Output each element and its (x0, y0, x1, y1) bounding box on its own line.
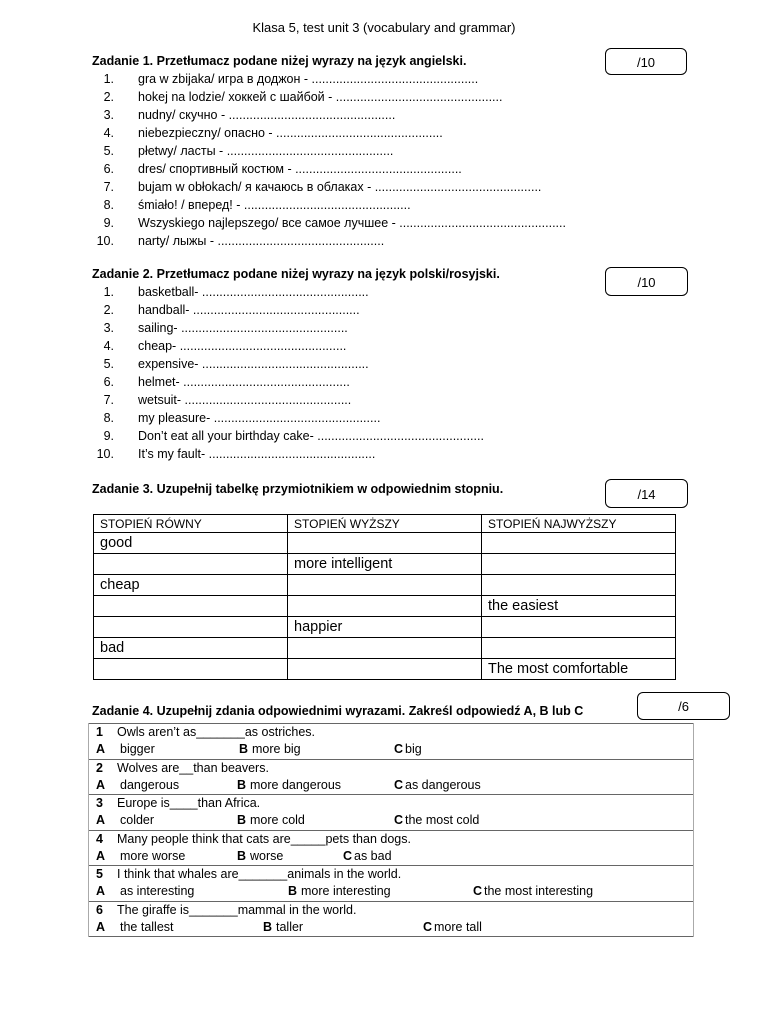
question-number: 2 (96, 760, 103, 775)
answer-row (89, 919, 693, 936)
question-row (89, 723, 693, 741)
item-text: gra w zbijaka/ игра в доджон - ................................................ (138, 72, 479, 86)
answer-row (89, 848, 693, 865)
option-b-letter[interactable]: B (237, 813, 247, 827)
task-3 (92, 480, 612, 498)
item-text: nudny/ скучно - ................................................ (138, 108, 396, 122)
table-cell: more intelligent (288, 554, 482, 575)
option-a-text[interactable]: dangerous (120, 777, 180, 792)
header-positive: STOPIEŃ RÓWNY (94, 515, 288, 533)
table-row (94, 617, 676, 638)
question-number: 3 (96, 796, 103, 810)
item-text: wetsuit- ................................................ (138, 393, 352, 407)
option-c-letter[interactable]: C (423, 919, 433, 934)
list-item (92, 445, 612, 463)
question-row (89, 759, 693, 777)
list-item (92, 160, 612, 178)
question-number: 1 (96, 725, 103, 739)
multiple-choice-list (88, 723, 694, 937)
item-number: 8. (103, 198, 114, 212)
page-title: Klasa 5, test unit 3 (vocabulary and grammar) (252, 20, 516, 35)
task-3-score-box: /14 (605, 479, 688, 508)
item-number: 10. (96, 447, 114, 461)
item-text: handball- ................................................ (138, 303, 360, 317)
question-text: Wolves are__than beavers. (117, 760, 269, 775)
table-row (94, 638, 676, 659)
adjective-degree-table (93, 514, 676, 680)
question-text: The giraffe is_______mammal in the world. (117, 902, 357, 917)
question-row (89, 901, 693, 919)
task-3-heading: Zadanie 3. Uzupełnij tabelkę przymiotnikiem w odpowiednim stopniu. (92, 482, 504, 496)
table-cell (482, 554, 676, 575)
table-cell: the easiest (482, 596, 676, 617)
item-number: 6. (103, 162, 114, 176)
item-number: 5. (103, 144, 114, 158)
table-cell (482, 533, 676, 554)
item-text: Don’t eat all your birthday cake- ................................................ (138, 429, 484, 443)
list-item (92, 232, 612, 250)
task-1-score-box: /10 (605, 48, 687, 75)
list-item (92, 178, 612, 196)
list-item (92, 88, 612, 106)
item-text: śmiało! / вперед! - ................................................ (138, 198, 411, 212)
item-number: 2. (103, 90, 114, 104)
table-header-row (94, 515, 676, 533)
table-cell (94, 659, 288, 680)
list-item (92, 124, 612, 142)
option-a-letter[interactable]: A (96, 919, 106, 934)
table-row (94, 533, 676, 554)
question-text: I think that whales are_______animals in the world. (117, 867, 402, 881)
table-row (94, 575, 676, 596)
list-item (92, 70, 612, 88)
question-row (89, 865, 693, 883)
bottom-rule (89, 936, 693, 937)
table-cell (288, 575, 482, 596)
option-b-letter[interactable]: B (288, 884, 298, 898)
item-number: 9. (103, 216, 114, 230)
task-1-list (92, 70, 612, 250)
table-cell (482, 638, 676, 659)
item-text: basketball- ................................................ (138, 285, 369, 299)
list-item (92, 283, 612, 301)
item-number: 5. (103, 357, 114, 371)
option-a-text[interactable]: the tallest (120, 919, 174, 934)
option-c-text[interactable]: more tall (434, 919, 482, 934)
option-a-letter[interactable]: A (96, 848, 106, 863)
option-c-text[interactable]: big (405, 742, 422, 756)
item-text: expensive- ................................................ (138, 357, 369, 371)
item-number: 10. (96, 234, 114, 248)
option-c-letter[interactable]: C (394, 742, 404, 756)
header-comparative: STOPIEŃ WYŻSZY (288, 515, 482, 533)
list-item (92, 337, 612, 355)
question-number: 6 (96, 902, 103, 917)
option-a-text[interactable]: colder (120, 813, 155, 827)
question-text: Europe is____than Africa. (117, 796, 261, 810)
task-2 (92, 265, 612, 463)
item-number: 8. (103, 411, 114, 425)
table-cell: cheap (94, 575, 288, 596)
option-b-text[interactable]: taller (276, 919, 304, 934)
item-number: 1. (103, 285, 114, 299)
table-cell (288, 659, 482, 680)
task-1-heading: Zadanie 1. Przetłumacz podane niżej wyrazy na język angielski. (92, 54, 467, 68)
option-a-letter[interactable]: A (96, 777, 106, 792)
question-number: 5 (96, 867, 103, 881)
item-text: my pleasure- ................................................ (138, 411, 381, 425)
option-c-text[interactable]: the most cold (405, 813, 480, 827)
option-c-letter[interactable]: C (394, 813, 404, 827)
item-text: narty/ лыжы - ................................................ (138, 234, 385, 248)
question-row (89, 830, 693, 848)
table-cell (482, 617, 676, 638)
item-text: bujam w obłokach/ я качаюсь в облаках - ................................................ (138, 180, 542, 194)
option-b-text[interactable]: more interesting (301, 884, 391, 898)
option-b-letter[interactable]: B (237, 777, 247, 792)
table-row (94, 596, 676, 617)
option-b-letter[interactable]: B (263, 919, 273, 934)
question-number: 4 (96, 831, 103, 846)
option-a-letter[interactable]: A (96, 813, 106, 827)
answer-row (89, 812, 693, 829)
list-item (92, 319, 612, 337)
table-cell (94, 596, 288, 617)
option-c-text[interactable]: as dangerous (405, 777, 481, 792)
answer-row (89, 741, 693, 758)
table-cell: The most comfortable (482, 659, 676, 680)
table-cell: happier (288, 617, 482, 638)
question-row (89, 794, 693, 812)
task-2-heading: Zadanie 2. Przetłumacz podane niżej wyrazy na język polski/rosyjski. (92, 267, 500, 281)
option-c-letter[interactable]: C (343, 848, 353, 863)
table-cell (94, 617, 288, 638)
item-number: 3. (103, 108, 114, 122)
list-item (92, 355, 612, 373)
item-number: 7. (103, 180, 114, 194)
list-item (92, 106, 612, 124)
list-item (92, 196, 612, 214)
option-a-text[interactable]: more worse (120, 848, 186, 863)
option-c-text[interactable]: the most interesting (484, 884, 594, 898)
list-item (92, 142, 612, 160)
option-a-text[interactable]: as interesting (120, 884, 195, 898)
list-item (92, 391, 612, 409)
option-a-letter[interactable]: A (96, 884, 106, 898)
item-text: Wszyskiego najlepszego/ все самое лучшее - ................................................ (138, 216, 566, 230)
item-number: 6. (103, 375, 114, 389)
item-number: 2. (103, 303, 114, 317)
table-cell (94, 554, 288, 575)
item-number: 3. (103, 321, 114, 335)
table-cell: bad (94, 638, 288, 659)
item-text: płetwy/ ласты - ................................................ (138, 144, 394, 158)
table-cell (288, 533, 482, 554)
task-4-heading: Zadanie 4. Uzupełnij zdania odpowiednimi wyrazami. Zakreśl odpowiedź A, B lub C (92, 704, 584, 718)
item-text: sailing- ................................................ (138, 321, 348, 335)
item-text: helmet- ................................................ (138, 375, 350, 389)
item-number: 1. (103, 72, 114, 86)
answer-row (89, 777, 693, 794)
item-text: niebezpieczny/ опасно - ................................................ (138, 126, 443, 140)
item-number: 9. (103, 429, 114, 443)
task-2-score-box: /10 (605, 267, 688, 296)
list-item (92, 373, 612, 391)
table-row (94, 554, 676, 575)
table-cell (288, 638, 482, 659)
table-row (94, 659, 676, 680)
task-4 (92, 702, 652, 720)
table-cell: good (94, 533, 288, 554)
list-item (92, 301, 612, 319)
question-text: Owls aren’t as_______as ostriches. (117, 725, 316, 739)
question-text: Many people think that cats are_____pets than dogs. (117, 831, 411, 846)
table-cell (288, 596, 482, 617)
header-superlative: STOPIEŃ NAJWYŻSZY (482, 515, 676, 533)
item-text: dres/ спортивный костюм - ................................................ (138, 162, 462, 176)
item-number: 7. (103, 393, 114, 407)
list-item (92, 214, 612, 232)
option-b-text[interactable]: worse (250, 848, 284, 863)
item-number: 4. (103, 339, 114, 353)
option-c-text[interactable]: as bad (354, 848, 392, 863)
list-item (92, 427, 612, 445)
option-c-letter[interactable]: C (394, 777, 404, 792)
list-item (92, 409, 612, 427)
option-c-letter[interactable]: C (473, 884, 483, 898)
option-b-text[interactable]: more cold (250, 813, 305, 827)
option-b-letter[interactable]: B (237, 848, 247, 863)
task-4-score-box: /6 (637, 692, 730, 720)
option-b-text[interactable]: more dangerous (250, 777, 342, 792)
option-a-letter[interactable]: A (96, 742, 106, 756)
task-1 (92, 52, 612, 250)
task-2-list (92, 283, 612, 463)
item-text: It’s my fault- ................................................ (138, 447, 376, 461)
item-text: hokej na lodzie/ хоккей с шайбой - ................................................ (138, 90, 503, 104)
option-a-text[interactable]: bigger (120, 742, 155, 756)
item-text: cheap- ................................................ (138, 339, 347, 353)
table-cell (482, 575, 676, 596)
option-b-text[interactable]: more big (252, 742, 301, 756)
item-number: 4. (103, 126, 114, 140)
option-b-letter[interactable]: B (239, 742, 249, 756)
answer-row (89, 883, 693, 900)
